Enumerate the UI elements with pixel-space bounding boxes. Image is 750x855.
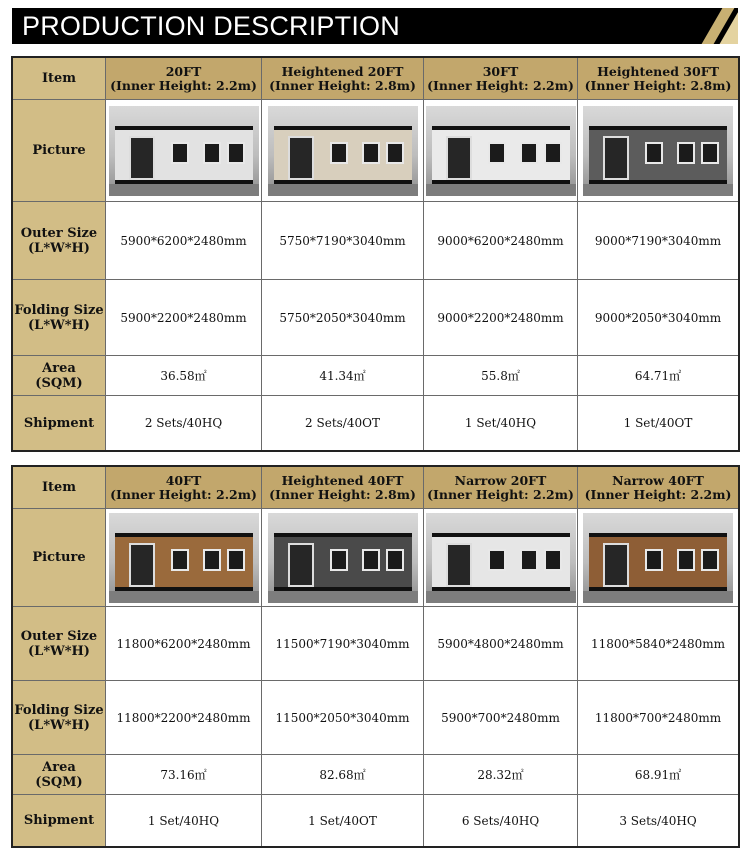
spec-table-1 [12,57,739,451]
row-label-area: Area (SQM) [13,356,106,396]
container-window [362,142,380,164]
container-door [129,136,155,180]
shipment-value: 1 Set/40OT [578,396,739,451]
model-inner-height: (Inner Height: 2.2m) [427,77,574,93]
area-value: 36.58㎡ [106,356,262,396]
model-header [424,467,578,509]
model-name: 20FT [165,63,202,79]
row-label-item: Item [13,58,106,100]
container-door [288,543,314,587]
warehouse-floor [268,591,418,603]
container-door [129,543,155,587]
container-door [603,136,629,180]
container-window [520,142,538,164]
container-window [362,549,380,571]
model-inner-height: (Inner Height: 2.2m) [110,77,257,93]
container-body [589,533,727,591]
folding-size-value: 5900*700*2480mm [424,681,578,755]
model-name: Narrow 20FT [454,472,547,488]
table-row [13,681,739,755]
container-window [386,549,404,571]
row-label-picture: Picture [13,100,106,202]
picture-cell [262,100,424,202]
shipment-value: 6 Sets/40HQ [424,795,578,847]
warehouse-floor [426,591,576,603]
area-value: 28.32㎡ [424,755,578,795]
model-name: 30FT [482,63,519,79]
folding-size-value: 11800*700*2480mm [578,681,739,755]
model-header [262,467,424,509]
container-door [603,543,629,587]
table-row [13,356,739,396]
model-header [106,467,262,509]
table-row [13,280,739,356]
folding-size-value: 11500*2050*3040mm [262,681,424,755]
model-name: Heightened 20FT [281,63,404,79]
area-value: 68.91㎡ [578,755,739,795]
container-house-photo [583,106,733,196]
model-name: Narrow 40FT [612,472,704,488]
container-window [488,549,506,571]
row-label-folding-size: Folding Size (L*W*H) [13,280,106,356]
outer-size-value: 11800*6200*2480mm [106,607,262,681]
outer-size-value: 5900*4800*2480mm [424,607,578,681]
container-body [115,126,253,184]
table-row [13,58,739,100]
model-inner-height: (Inner Height: 2.2m) [110,486,257,502]
model-header [578,58,739,100]
area-value: 73.16㎡ [106,755,262,795]
container-window [203,142,221,164]
model-name: 40FT [165,472,202,488]
table-row [13,795,739,847]
container-house-photo [109,513,259,603]
warehouse-floor [426,184,576,196]
model-inner-height: (Inner Height: 2.2m) [584,486,732,502]
row-label-outer-size: Outer Size (L*W*H) [13,607,106,681]
shipment-value: 2 Sets/40HQ [106,396,262,451]
container-window [645,549,663,571]
area-value: 64.71㎡ [578,356,739,396]
warehouse-floor [583,184,733,196]
model-inner-height: (Inner Height: 2.8m) [269,486,416,502]
container-window [227,549,245,571]
model-name: Heightened 40FT [281,472,404,488]
warehouse-floor [109,591,259,603]
table-row [13,467,739,509]
outer-size-value: 5750*7190*3040mm [262,202,424,280]
spec-table-2 [12,466,739,847]
container-body [115,533,253,591]
container-window [520,549,538,571]
shipment-value: 3 Sets/40HQ [578,795,739,847]
page-title: PRODUCTION DESCRIPTION [22,11,400,41]
container-house-photo [426,513,576,603]
row-label-shipment: Shipment [13,396,106,451]
container-window [386,142,404,164]
area-value: 55.8㎡ [424,356,578,396]
outer-size-value: 9000*7190*3040mm [578,202,739,280]
shipment-value: 1 Set/40HQ [424,396,578,451]
picture-cell [106,100,262,202]
container-house-photo [583,513,733,603]
container-window [171,142,189,164]
container-window [645,142,663,164]
container-door [446,136,472,180]
header-banner [12,8,738,44]
shipment-value: 1 Set/40OT [262,795,424,847]
container-window [701,142,719,164]
table-row [13,509,739,607]
model-header [106,58,262,100]
container-window [330,142,348,164]
container-body [589,126,727,184]
area-value: 82.68㎡ [262,755,424,795]
model-inner-height: (Inner Height: 2.8m) [269,77,416,93]
row-label-folding-size: Folding Size (L*W*H) [13,681,106,755]
outer-size-value: 5900*6200*2480mm [106,202,262,280]
folding-size-value: 9000*2200*2480mm [424,280,578,356]
shipment-value: 2 Sets/40OT [262,396,424,451]
container-body [274,533,412,591]
container-house-photo [268,513,418,603]
model-inner-height: (Inner Height: 2.2m) [427,486,574,502]
container-house-photo [426,106,576,196]
container-window [677,549,695,571]
model-header [578,467,739,509]
table-row [13,607,739,681]
row-label-area: Area (SQM) [13,755,106,795]
model-name: Heightened 30FT [597,63,719,79]
outer-size-value: 11500*7190*3040mm [262,607,424,681]
picture-cell [262,509,424,607]
warehouse-floor [268,184,418,196]
row-label-shipment: Shipment [13,795,106,847]
row-label-item: Item [13,467,106,509]
container-window [227,142,245,164]
picture-cell [424,509,578,607]
container-window [544,142,562,164]
picture-cell [106,509,262,607]
row-label-outer-size: Outer Size (L*W*H) [13,202,106,280]
container-body [432,126,570,184]
container-door [288,136,314,180]
folding-size-value: 9000*2050*3040mm [578,280,739,356]
picture-cell [578,100,739,202]
picture-cell [424,100,578,202]
container-window [203,549,221,571]
container-window [171,549,189,571]
folding-size-value: 11800*2200*2480mm [106,681,262,755]
table-row [13,202,739,280]
area-value: 41.34㎡ [262,356,424,396]
outer-size-value: 11800*5840*2480mm [578,607,739,681]
model-inner-height: (Inner Height: 2.8m) [584,77,732,93]
shipment-value: 1 Set/40HQ [106,795,262,847]
container-house-photo [109,106,259,196]
container-window [330,549,348,571]
warehouse-floor [109,184,259,196]
table-row [13,396,739,451]
folding-size-value: 5750*2050*3040mm [262,280,424,356]
table-row [13,100,739,202]
container-window [544,549,562,571]
table-row [13,755,739,795]
container-body [274,126,412,184]
folding-size-value: 5900*2200*2480mm [106,280,262,356]
container-window [677,142,695,164]
container-window [701,549,719,571]
container-window [488,142,506,164]
container-body [432,533,570,591]
container-house-photo [268,106,418,196]
picture-cell [578,509,739,607]
model-header [424,58,578,100]
row-label-picture: Picture [13,509,106,607]
outer-size-value: 9000*6200*2480mm [424,202,578,280]
warehouse-floor [583,591,733,603]
container-door [446,543,472,587]
model-header [262,58,424,100]
